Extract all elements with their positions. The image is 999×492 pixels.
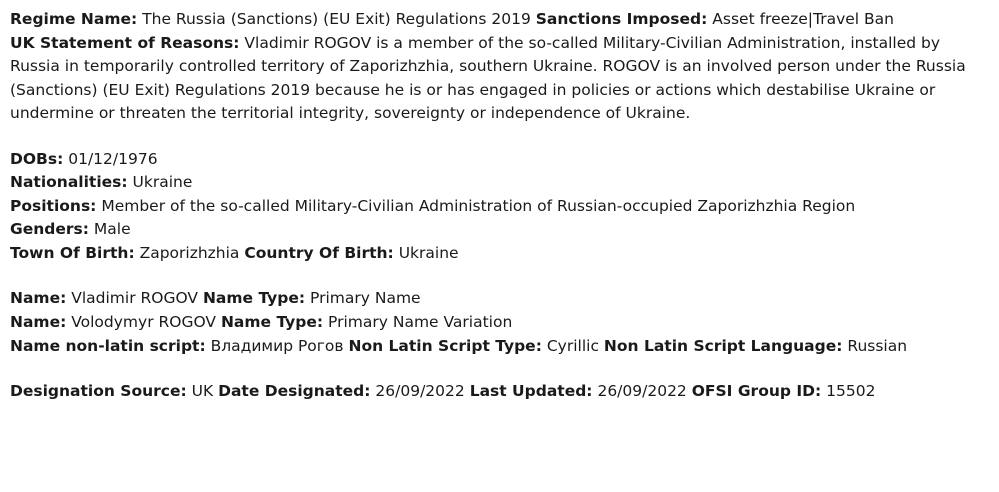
positions-line	[10, 195, 989, 219]
genders-label: Genders:	[10, 220, 89, 239]
positions-label: Positions:	[10, 196, 97, 215]
name-row	[10, 311, 989, 335]
birth-line	[10, 242, 989, 266]
designation-source-label: Designation Source:	[10, 382, 187, 401]
genders-value: Male	[93, 220, 131, 239]
nationalities-label: Nationalities:	[10, 173, 128, 192]
designation-block	[10, 380, 989, 404]
designation-line	[10, 380, 989, 404]
ofsi-group-id-value: 15502	[826, 382, 876, 401]
town-of-birth-label: Town Of Birth:	[10, 243, 135, 262]
sanctions-imposed-label: Sanctions Imposed:	[535, 10, 708, 28]
name-label: Name:	[10, 313, 67, 332]
town-of-birth-value: Zaporizhzhia	[139, 243, 240, 262]
statement-line	[10, 32, 989, 126]
name-type-label: Name Type:	[202, 289, 306, 308]
spacer-2	[10, 265, 989, 287]
non-latin-script-type-value: Cyrillic	[546, 336, 599, 355]
regime-name-label: Regime Name:	[10, 10, 138, 28]
name-type-value: Primary Name	[310, 289, 421, 308]
positions-value: Member of the so-called Military-Civilian Administration of Russian-occupied Zaporizhzhia Region	[101, 196, 856, 215]
dobs-line	[10, 148, 989, 172]
designation-source-value: UK	[191, 382, 214, 401]
dobs-value: 01/12/1976	[68, 149, 158, 168]
last-updated-label: Last Updated:	[469, 382, 593, 401]
non-latin-script-language-label: Non Latin Script Language:	[603, 336, 843, 355]
spacer-3	[10, 358, 989, 380]
nationalities-line	[10, 171, 989, 195]
spacer-1	[10, 126, 989, 148]
personal-details-block	[10, 148, 989, 266]
name-label: Name:	[10, 289, 67, 308]
statement-of-reasons-block	[10, 32, 989, 126]
name-value: Volodymyr ROGOV	[71, 313, 217, 332]
name-type-value: Primary Name Variation	[328, 313, 513, 332]
nationalities-value: Ukraine	[132, 173, 193, 192]
regime-line	[10, 8, 989, 32]
non-latin-script-type-label: Non Latin Script Type:	[348, 336, 542, 355]
regime-name-value: The Russia (Sanctions) (EU Exit) Regulations 2019	[142, 10, 531, 28]
non-latin-script-language-value: Russian	[847, 336, 908, 355]
uk-statement-of-reasons-value: Vladimir ROGOV is a member of the so-called Military-Civilian Administration, installed by Russia in temporarily controlled territory of Zaporizhzhia, southern Ukraine. ROGOV is an involved person under the Russia (Sanctions) (EU Exit) Regulations 2019 because he is or has engaged in policies or actions which destabilise Ukraine or undermine or threaten the territorial integrity, sovereignty or independence of Ukraine.	[10, 33, 966, 123]
regime-and-sanctions-block	[10, 8, 989, 32]
country-of-birth-value: Ukraine	[398, 243, 459, 262]
last-updated-value: 26/09/2022	[597, 382, 687, 401]
name-value: Vladimir ROGOV	[71, 289, 199, 308]
date-designated-label: Date Designated:	[218, 382, 371, 401]
country-of-birth-label: Country Of Birth:	[244, 243, 394, 262]
non-latin-name-row	[10, 335, 989, 359]
dobs-label: DOBs:	[10, 149, 64, 168]
date-designated-value: 26/09/2022	[375, 382, 465, 401]
ofsi-group-id-label: OFSI Group ID:	[691, 382, 822, 401]
name-type-label: Name Type:	[220, 313, 324, 332]
sanctions-imposed-value: Asset freeze|Travel Ban	[712, 10, 894, 28]
non-latin-name-value: Владимир Рогов	[210, 336, 344, 355]
names-block	[10, 287, 989, 358]
non-latin-name-label: Name non-latin script:	[10, 336, 206, 355]
name-row	[10, 287, 989, 311]
genders-line	[10, 218, 989, 242]
uk-statement-of-reasons-label: UK Statement of Reasons:	[10, 33, 240, 52]
